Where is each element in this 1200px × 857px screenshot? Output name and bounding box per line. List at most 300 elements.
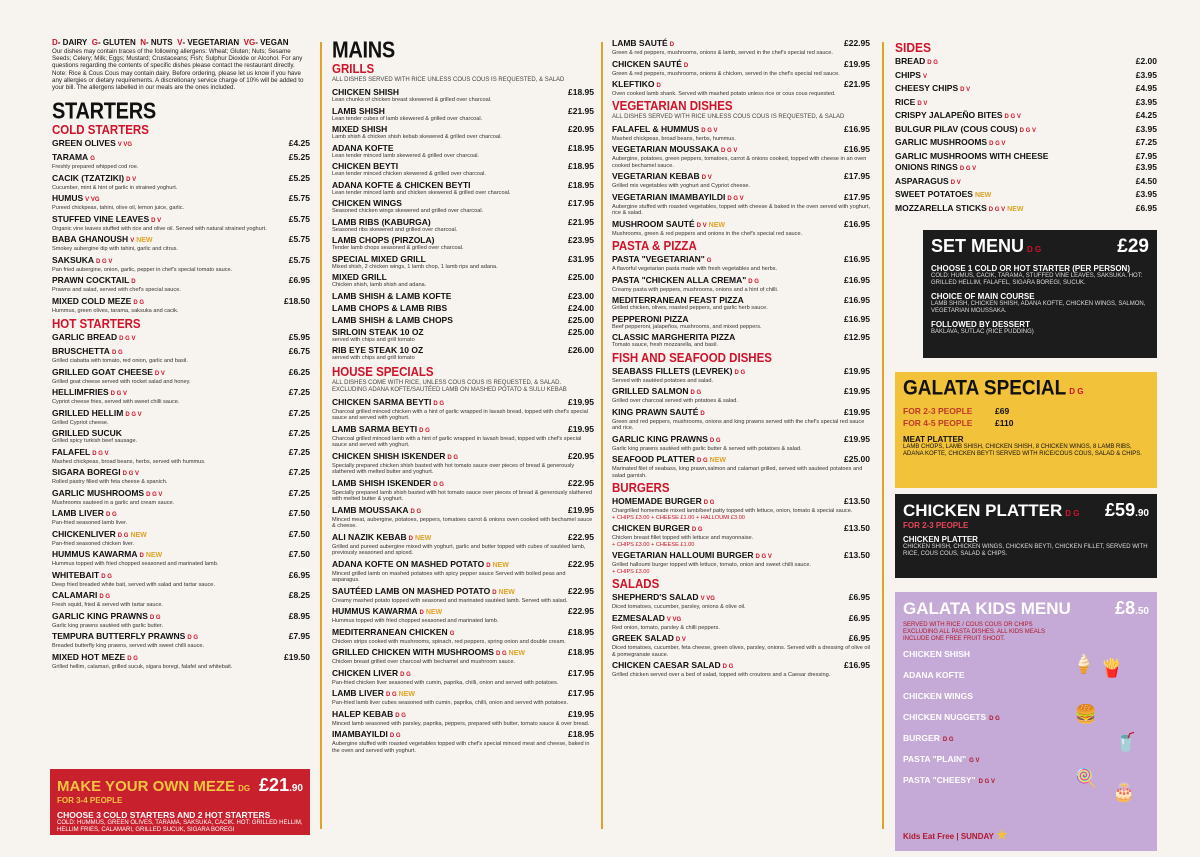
item-name: VEGETARIAN HALLOUMI BURGER D G V xyxy=(612,550,772,560)
item-price: £2.00 xyxy=(1135,56,1157,66)
menu-item xyxy=(332,424,594,449)
item-name: TEMPURA BUTTERFLY PRAWNS D G xyxy=(52,631,199,642)
menu-item xyxy=(612,219,870,238)
item-tags: D G V xyxy=(727,195,744,202)
item-tags: V xyxy=(922,73,927,80)
item-name: HUMUS V VG xyxy=(52,193,100,204)
new-badge: NEW xyxy=(708,221,725,229)
menu-item xyxy=(332,729,594,754)
menu-item xyxy=(612,275,870,294)
fish-title: FISH AND SEAFOOD DISHES xyxy=(612,351,772,365)
item-price: £19.50 xyxy=(284,651,310,662)
item-desc: Lean chunks of chicken breast skewered & grilled over charcoal. xyxy=(332,97,492,103)
item-tags: D xyxy=(656,83,661,89)
item-name: SIGARA BOREGI D G V xyxy=(52,467,139,478)
kids-item: CHICKEN SHISH xyxy=(903,649,971,659)
item-tags: V VG xyxy=(700,596,715,602)
menu-item xyxy=(612,386,870,405)
item-price: £3.95 xyxy=(1135,69,1157,80)
salad-list xyxy=(612,592,870,679)
item-desc: Green & red peppers, mushrooms, onions & chicken, served in the chef's special red sauce. xyxy=(612,70,840,77)
item-desc: Grilled and pureed aubergine mixed with yoghurt, garlic and butter topped with cubes of sautéed lamb, previously seasoned and spiced. xyxy=(332,543,586,556)
item-tags: D G xyxy=(748,278,759,285)
new-badge: NEW xyxy=(145,552,163,560)
menu-item xyxy=(612,523,870,548)
item-price: £25.00 xyxy=(844,454,870,464)
menu-item xyxy=(332,106,594,123)
item-tags: D G V xyxy=(1004,114,1021,120)
item-price: £17.95 xyxy=(844,191,870,202)
item-price: £6.95 xyxy=(288,569,310,580)
item-price: £18.50 xyxy=(284,295,310,306)
item-tags: D G V xyxy=(122,471,139,478)
item-tags: D G V xyxy=(988,206,1006,213)
item-name: GRILLED SUCUK xyxy=(52,428,122,439)
new-badge: NEW xyxy=(974,192,992,199)
item-price: £22.95 xyxy=(568,606,594,616)
item-name: HUMMUS KAWARMA D NEW xyxy=(332,606,443,616)
item-name: CHEESY CHIPS D V xyxy=(895,83,971,93)
item-price: £7.50 xyxy=(288,508,310,519)
item-price: £22.95 xyxy=(568,585,594,596)
item-name: CHICKEN WINGS xyxy=(332,198,402,208)
item-price: £7.25 xyxy=(288,407,310,418)
item-price: £19.95 xyxy=(844,433,870,444)
item-price: £25.00 xyxy=(568,326,594,337)
item-tags: D G xyxy=(395,712,406,719)
item-tags: D G V xyxy=(110,391,128,398)
item-price: £19.95 xyxy=(844,365,870,376)
menu-item xyxy=(52,428,310,445)
menu-item xyxy=(332,606,594,625)
item-name: GARLIC MUSHROOMS D G V xyxy=(895,137,1006,147)
item-desc: Diced tomatoes, cucumber, feta cheese, green olives, parsley, onions. Served with a dressing of olive oil & pomegranate sauce. xyxy=(612,645,870,658)
item-tags: D G xyxy=(149,614,161,621)
item-name: GREEK SALAD D V xyxy=(612,633,686,643)
column-divider xyxy=(882,42,884,829)
item-tags: D G V xyxy=(96,258,113,265)
item-tags: G xyxy=(90,156,95,163)
item-tags: D G V xyxy=(146,491,163,498)
item-tags: D G xyxy=(722,664,734,670)
item-price: £19.95 xyxy=(844,406,870,417)
menu-item xyxy=(332,217,594,234)
item-desc: Garlic king prawns sautéed with garlic butter. xyxy=(52,622,163,629)
item-name: GARLIC MUSHROOMS D G V xyxy=(52,487,163,498)
new-badge: NEW xyxy=(136,237,153,245)
item-price: £17.95 xyxy=(568,198,594,208)
item-desc: Grilled over charcoal served with potatoes & salad. xyxy=(612,398,738,404)
menu-item xyxy=(612,407,870,432)
item-price: £19.95 xyxy=(844,58,870,69)
set-menu-title: SET MENU xyxy=(931,236,1025,256)
item-tags: D V xyxy=(696,222,707,229)
chicken-platter-box: CHICKEN PLATTER D G £59.90 FOR 2-3 PEOPLE CHICKEN PLATTER CHICKEN SHISH, CHICKEN WINGS, CHICKEN BEYTI, CHICKEN FILLET, SERVED WITH RICE, COUS COUS, SALAD & CHIPS. xyxy=(895,494,1157,578)
set-menu-box: SET MENU D G £29 CHOOSE 1 COLD OR HOT STARTER (PER PERSON) COLD: HUMUS, CACIK, TARAMA, STUFFED VINE LEAVES, SAKSUKA. HOT: GRILLED HELLIM, FALAFEL, SIGARA BOREGI, SUCUK. CHOICE OF MAIN COURSE LAMB SHISH, CHICKEN SHISH, ADANA KOFTE, CHICKEN WINGS, SALMON, VEGETARIAN MOUSSAKA. FOLLOWED BY DESSERT BAKLAVA, SUTLAC (RICE PUDDING) xyxy=(923,230,1157,358)
item-price: £4.50 xyxy=(1135,175,1157,186)
item-price: £17.95 xyxy=(568,667,594,678)
menu-item xyxy=(332,291,594,301)
item-name: BABA GHANOUSH V NEW xyxy=(52,234,153,245)
item-name: KLEFTIKO D xyxy=(612,79,661,89)
menu-item xyxy=(52,652,310,671)
column-sides-sets xyxy=(895,38,1157,842)
item-name: LAMB SHISH & LAMB KOFTE xyxy=(332,290,452,301)
item-price: £5.95 xyxy=(288,332,310,343)
item-tags: D G xyxy=(433,481,444,488)
item-price: £5.75 xyxy=(288,193,310,204)
item-name: SEAFOOD PLATTER D G NEW xyxy=(612,454,726,464)
item-tags: D G xyxy=(495,651,507,657)
menu-item xyxy=(332,327,594,344)
item-price: £7.25 xyxy=(288,428,310,439)
item-desc: Deep fried breaded white bait, served with salad and tartar sauce. xyxy=(52,581,215,588)
menu-item xyxy=(612,59,870,78)
item-name: MEDITERRANEAN FEAST PIZZA xyxy=(612,295,744,305)
item-name: SIRLOIN STEAK 10 OZ xyxy=(332,326,424,337)
item-desc: Minced lamb seasoned with parsley, paprika, peppers, prepared with butter, tomato sauce & over bread. xyxy=(332,720,590,727)
menu-item xyxy=(332,254,594,271)
item-name: CLASSIC MARGHERITA PIZZA xyxy=(612,332,736,342)
menu-item xyxy=(332,532,594,557)
menu-item xyxy=(612,254,870,273)
menu-item xyxy=(52,488,310,507)
item-desc: Served with sautéed potatoes and salad. xyxy=(612,377,714,384)
item-name: SPECIAL MIXED GRILL xyxy=(332,253,426,264)
item-desc: A flavorful vegetarian pasta made with fresh vegetables and herbs. xyxy=(612,266,778,272)
menu-item xyxy=(332,180,594,197)
burger-icon: 🍔 xyxy=(1074,704,1097,724)
menu-item xyxy=(332,198,594,215)
menu-item xyxy=(895,162,1157,174)
item-price: £19.95 xyxy=(568,708,594,719)
item-price: £22.95 xyxy=(568,531,594,542)
kids-menu-title: GALATA KIDS MENU xyxy=(903,599,1071,618)
item-desc: Green and red peppers, mushrooms, onions and king prawns served with the chef's special red sauce and rice. xyxy=(612,418,865,431)
sides-title: SIDES xyxy=(895,40,932,56)
menu-item xyxy=(52,193,310,212)
item-price: £18.95 xyxy=(568,647,594,657)
galata-special-title: GALATA SPECIAL xyxy=(903,376,1067,400)
item-name: CHIPS V xyxy=(895,69,927,80)
item-name: MOZZARELLA STICKS D G V NEW xyxy=(895,202,1024,213)
item-desc: Cypriot cheese fries, served with sweet chilli sauce. xyxy=(52,399,180,406)
item-desc: Green & red peppers, mushrooms, onions & lamb, served in the chef's special red sauce. xyxy=(612,50,833,56)
item-tags: D V xyxy=(950,179,961,186)
item-tags: G xyxy=(706,258,712,264)
item-price: £16.95 xyxy=(844,660,870,670)
item-tags: D xyxy=(683,62,689,69)
menu-item xyxy=(612,366,870,385)
item-price: £3.95 xyxy=(1135,123,1157,134)
item-name: SAUTÉED LAMB ON MASHED POTATO D NEW xyxy=(332,585,515,596)
item-name: PEPPERONI PIZZA xyxy=(612,313,689,324)
item-tags: D G xyxy=(105,512,117,519)
item-name: PASTA "CHICKEN ALLA CREMA" D G xyxy=(612,274,759,285)
item-desc: Chicken breast fillet topped with lettuce and mayonnaise. xyxy=(612,535,754,541)
menu-item xyxy=(52,255,310,274)
item-desc: Grilled chicken served over a bed of salad, topped with croutons and a Caesar dressing. xyxy=(612,672,831,678)
item-desc: Grilled goat cheese served with rocket salad and honey. xyxy=(52,378,191,385)
menu-item xyxy=(52,508,310,527)
item-desc: Grilled halloumi burger topped with lettuce, tomato, onion and sweet chilli sauce. xyxy=(612,562,811,568)
sides-list xyxy=(895,56,1157,215)
item-desc: Minced grilled lamb on mashed potatoes with spicy pepper sauce Served with boiled peas and asparagus. xyxy=(332,570,566,583)
item-desc: Specially prepared chicken shish basted with hot tomato sauce over pieces of bread & generously slathered with melted butter and yoghurt. xyxy=(332,462,575,475)
item-desc: Pan fried aubergine, onion, garlic, pepper in chef's special tomato sauce. xyxy=(52,266,233,273)
item-desc: Hummus, green olives, tarama, saksuka and cacik. xyxy=(52,307,179,314)
kids-item: ADANA KOFTE xyxy=(903,670,965,680)
item-name: BULGUR PILAV (COUS COUS) D G V xyxy=(895,123,1036,134)
item-name: ONIONS RINGS D G V xyxy=(895,162,977,172)
item-tags: D G xyxy=(447,454,459,461)
item-name: HALEP KEBAB D G xyxy=(332,708,406,719)
item-desc: Chicken breast grilled over charcoal with bechamel and mushroom sauce. xyxy=(332,659,516,665)
menu-item xyxy=(895,151,1157,161)
item-desc: Grilled ciabatta with tomato, red onion, garlic and basil. xyxy=(52,358,188,365)
lollipop-icon: 🍭 xyxy=(1074,768,1097,788)
menu-item xyxy=(612,192,870,217)
menu-item xyxy=(332,315,594,325)
item-price: £16.95 xyxy=(844,274,870,285)
item-name: VEGETARIAN MOUSSAKA D G V xyxy=(612,144,738,154)
item-desc: Lean tender minced lamb and chicken skewered & grilled over charcoal. xyxy=(332,189,511,196)
item-desc: Pan-fried lamb liver cubes seasoned with cumin, paprika, chilli, onion and served with potatoes. xyxy=(332,700,568,706)
item-name: LAMB SAUTÉ D xyxy=(612,38,675,48)
meze-title: MAKE YOUR OWN MEZE xyxy=(57,778,236,795)
column-more xyxy=(612,38,870,835)
item-tags: D xyxy=(139,553,144,560)
item-name: ADANA KOFTE & CHICKEN BEYTI xyxy=(332,179,471,190)
item-desc: Oven cooked lamb shank. Served with mashed potato unless rice or cous cous requested. xyxy=(612,91,836,97)
item-desc: Pan-fried seasoned chicken liver. xyxy=(52,540,135,547)
item-desc: Creamy mashed potato topped with seasoned and marinated sautéed lamb. Served with salad. xyxy=(332,597,568,604)
item-desc: Freshly prepared whipped cod roe. xyxy=(52,164,139,171)
item-name: CHICKEN SARMA BEYTI D G xyxy=(332,396,444,407)
item-name: SHEPHERD'S SALAD V VG xyxy=(612,592,715,602)
menu-item xyxy=(52,408,310,427)
item-name: MIXED COLD MEZE D G xyxy=(52,295,145,306)
item-name: MIXED GRILL xyxy=(332,272,387,282)
menu-item xyxy=(332,478,594,503)
item-name: PASTA "VEGETARIAN" G xyxy=(612,254,712,264)
menu-item xyxy=(332,303,594,313)
item-tags: D G V xyxy=(989,141,1006,147)
item-name: ADANA KOFTE ON MASHED POTATO D NEW xyxy=(332,558,509,569)
item-tags: D G xyxy=(187,635,199,642)
item-desc: Garlic king prawns sautéed with garlic butter & served with potatoes & salad. xyxy=(612,445,802,452)
item-name: RIB EYE STEAK 10 OZ xyxy=(332,345,424,355)
item-tags: D G V xyxy=(1019,127,1036,134)
allergen-note: Our dishes may contain traces of the following allergens: Wheat; Gluten; Nuts; Sesame Seeds; Celery; Milk; Eggs; Mustard; Crustaceans; Fish; Sulphur Dioxide or Alcohol. For any questions regarding the contents of specific dishes please contact the restaurant directly. Note: Rice & Cous Cous may contain dairy. Before ordering, please let us know if you have any allergies or dietary requirements. A discretionary service charge of 10% will be added to your bill. The allergens labelled in our meals are the ones included. xyxy=(52,48,304,92)
item-tags: D G V xyxy=(119,336,136,343)
menu-item xyxy=(332,647,594,666)
item-price: £7.25 xyxy=(288,467,310,478)
item-price: £18.95 xyxy=(568,729,594,739)
item-desc: Organic vine leaves stuffed with rice and olive oil. Served with natural strained yoghurt. xyxy=(52,225,267,232)
column-mains xyxy=(332,38,594,835)
hot-starters-title: HOT STARTERS xyxy=(52,318,141,332)
menu-item xyxy=(52,387,310,406)
item-desc: Seasoned ribs skewered and grilled over charcoal. xyxy=(332,226,458,233)
menu-item xyxy=(612,124,870,143)
menu-item xyxy=(332,272,594,289)
item-desc: Charcoal grilled minced chicken with a hint of garlic wrapped in lavash bread, topped with chef's special sauce and served with yoghurt. xyxy=(332,408,589,421)
item-name: CRISPY JALAPEÑO BITES D G V xyxy=(895,110,1021,120)
set-menu-price: £29 xyxy=(1117,236,1149,257)
item-name: LAMB LIVER D G NEW xyxy=(332,688,415,698)
item-price: £8.25 xyxy=(288,590,310,601)
item-price: £6.95 xyxy=(288,275,310,286)
menu-item xyxy=(332,87,594,104)
item-price: £16.95 xyxy=(844,313,870,324)
item-tags: D G xyxy=(127,655,138,662)
item-desc: Grilled spicy turkish beef sausage. xyxy=(52,438,138,445)
item-name: MIXED HOT MEZE D G xyxy=(52,651,138,662)
item-name: CHICKEN SHISH ISKENDER D G xyxy=(332,450,459,461)
item-name: HUMMUS KAWARMA D NEW xyxy=(52,549,163,560)
item-name: WHITEBAIT D G xyxy=(52,569,112,580)
item-tags: D G V xyxy=(721,148,738,154)
item-name: RICE D V xyxy=(895,96,928,107)
item-name: HOMEMADE BURGER D G xyxy=(612,496,715,506)
item-name: ASPARAGUS D V xyxy=(895,175,961,186)
item-name: LAMB SHISH ISKENDER D G xyxy=(332,477,444,488)
menu-item xyxy=(332,451,594,476)
menu-item xyxy=(52,173,310,192)
house-specials-title: HOUSE SPECIALS xyxy=(332,365,434,379)
item-name: TARAMA G xyxy=(52,152,95,163)
item-price: £18.95 xyxy=(568,626,594,637)
item-desc: Fresh squid, fried & served with tartar sauce. xyxy=(52,602,163,609)
grills-title: GRILLS xyxy=(332,63,375,77)
item-desc: Mushrooms, green & red peppers and onions in the chef's special red sauce. xyxy=(612,230,803,237)
item-desc: Marinated filet of seabass, king prawn,salmon and calamari grilled, served with sauteed potatoes and salad garnish. xyxy=(612,466,863,479)
pasta-list xyxy=(612,254,870,349)
item-price: £7.25 xyxy=(288,487,310,498)
item-name: ADANA KOFTE xyxy=(332,142,394,153)
item-price: £18.95 xyxy=(568,179,594,190)
item-name: GRILLED CHICKEN WITH MUSHROOMS D G NEW xyxy=(332,647,525,657)
item-tags: D xyxy=(492,589,497,596)
item-name: CHICKEN BEYTI xyxy=(332,161,399,171)
item-price: £5.25 xyxy=(288,172,310,183)
item-name: IMAMBAYILDI D G xyxy=(332,729,401,739)
item-name: BRUSCHETTA D G xyxy=(52,346,123,357)
menu-item xyxy=(612,550,870,575)
item-name: STUFFED VINE LEAVES D V xyxy=(52,213,162,224)
meze-box: MAKE YOUR OWN MEZE DG £21.90 FOR 3-4 PEOPLE CHOOSE 3 COLD STARTERS AND 2 HOT STARTERS COLD: HUMMUS, GREEN OLIVES, TARAMA, SAKSUKA, CACIK. HOT: GRILLED HELLIM, HELLIM FRIES, CALAMARI, GRILLED SUCUK, SIGARA BOREGI xyxy=(50,769,310,835)
allergen-legend: D- DAIRY G- GLUTEN N- NUTS V- VEGETARIAN VG- VEGAN xyxy=(52,38,289,47)
item-tags: D G xyxy=(690,390,702,396)
item-price: £7.25 xyxy=(288,387,310,398)
item-price: £19.95 xyxy=(568,504,594,515)
menu-item xyxy=(52,467,310,486)
menu-item xyxy=(332,668,594,687)
item-desc: Lean tender minced chicken skewered & grilled over charcoal. xyxy=(332,171,486,177)
item-price: £4.25 xyxy=(1135,110,1157,120)
menu-item xyxy=(895,70,1157,82)
new-badge: NEW xyxy=(1007,205,1024,213)
item-desc: Red onion, tomato, parsley & chilli peppers. xyxy=(612,624,720,631)
item-tags: D G xyxy=(734,369,746,376)
item-name: LAMB RIBS (KABURGA) xyxy=(332,216,431,227)
menu-item xyxy=(612,314,870,331)
item-name: GRILLED GOAT CHEESE D V xyxy=(52,366,165,377)
menu-item xyxy=(612,79,870,98)
kids-item: CHICKEN NUGGETS D G xyxy=(903,712,1000,722)
kids-item: CHICKEN WINGS xyxy=(903,691,973,701)
fish-list xyxy=(612,366,870,480)
item-desc: Grilled Cypriot cheese. xyxy=(52,419,109,426)
item-tags: D V xyxy=(675,637,686,643)
item-desc: Aubergine stuffed with roasted vegetables, topped with cheese & baked in the oven served with yoghurt, rice & salad. xyxy=(612,203,870,216)
item-name: SAKSUKA D G V xyxy=(52,254,113,265)
item-price: £17.95 xyxy=(844,171,870,181)
menu-item xyxy=(612,38,870,57)
item-price: £5.75 xyxy=(288,213,310,224)
item-name: ALI NAZIK KEBAB D NEW xyxy=(332,531,432,542)
item-desc: Pan-fried chicken liver seasoned with cumin, paprika, chilli, onion and served with potatoes. xyxy=(332,679,559,686)
item-price: £16.95 xyxy=(844,295,870,305)
item-price: £18.95 xyxy=(568,142,594,153)
house-note: ALL DISHES COME WITH RICE, UNLESS COUS COUS IS REQUESTED, & SALAD. EXCLUDING ADANA KOFTE/SAUTÉED LAMB ON MASHED POTATO & SULU KEBAB xyxy=(332,379,567,393)
mains-title: MAINS xyxy=(332,38,395,64)
item-price: £25.00 xyxy=(568,272,594,282)
menu-item xyxy=(612,592,870,611)
item-name: MIXED SHISH xyxy=(332,124,388,134)
item-name: CHICKEN LIVER D G xyxy=(332,667,411,678)
item-price: £16.95 xyxy=(844,123,870,134)
item-name: EZMESALAD V VG xyxy=(612,612,682,623)
item-desc: Rolled pastry filled with feta cheese & spanich. xyxy=(52,479,168,486)
menu-item xyxy=(52,367,310,386)
item-name: SEABASS FILLETS (LEVREK) D G xyxy=(612,365,746,376)
burger-title: BURGERS xyxy=(612,482,670,496)
item-price: £7.25 xyxy=(288,446,310,457)
menu-item xyxy=(612,496,870,521)
menu-item xyxy=(612,434,870,453)
menu-item xyxy=(895,83,1157,95)
item-name: CHICKEN BURGER D G xyxy=(612,523,703,533)
item-tags: V VG xyxy=(117,142,133,149)
item-name: CHICKEN SAUTÉ D xyxy=(612,58,689,69)
item-name: GARLIC BREAD D G V xyxy=(52,332,136,343)
menu-item xyxy=(895,56,1157,68)
item-desc: served with chips and grill tomato xyxy=(332,355,415,361)
item-price: £24.00 xyxy=(568,302,594,313)
item-price: £25.00 xyxy=(568,314,594,325)
menu-item xyxy=(52,447,310,466)
item-desc: served with chips and grill tomato xyxy=(332,336,415,343)
item-price: £19.95 xyxy=(568,396,594,407)
item-desc: Pan-fried seasoned lamb liver. xyxy=(52,520,128,527)
item-desc: Tender lamb chops seasoned & grilled over charcoal. xyxy=(332,245,464,251)
ice-cream-icon: 🍦 xyxy=(1072,654,1095,674)
item-tags: D xyxy=(669,42,675,48)
item-name: LAMB SHISH & LAMB CHOPS xyxy=(332,314,453,325)
item-name: VEGETARIAN IMAMBAYILDI D G V xyxy=(612,191,744,202)
new-badge: NEW xyxy=(425,609,443,616)
menu-item xyxy=(332,124,594,141)
item-price: £13.50 xyxy=(844,496,870,506)
item-price: £20.95 xyxy=(568,450,594,461)
veg-note: ALL DISHES SERVED WITH RICE UNLESS COUS COUS IS REQUESTED, & SALAD xyxy=(612,113,845,120)
item-name: LAMB CHOPS (PIRZOLA) xyxy=(332,235,435,245)
item-price: £3.95 xyxy=(1135,189,1157,199)
item-desc: Seasoned chicken wings skewered and grilled over charcoal. xyxy=(332,208,484,214)
kids-item: PASTA "CHEESY" D G V xyxy=(903,775,995,785)
